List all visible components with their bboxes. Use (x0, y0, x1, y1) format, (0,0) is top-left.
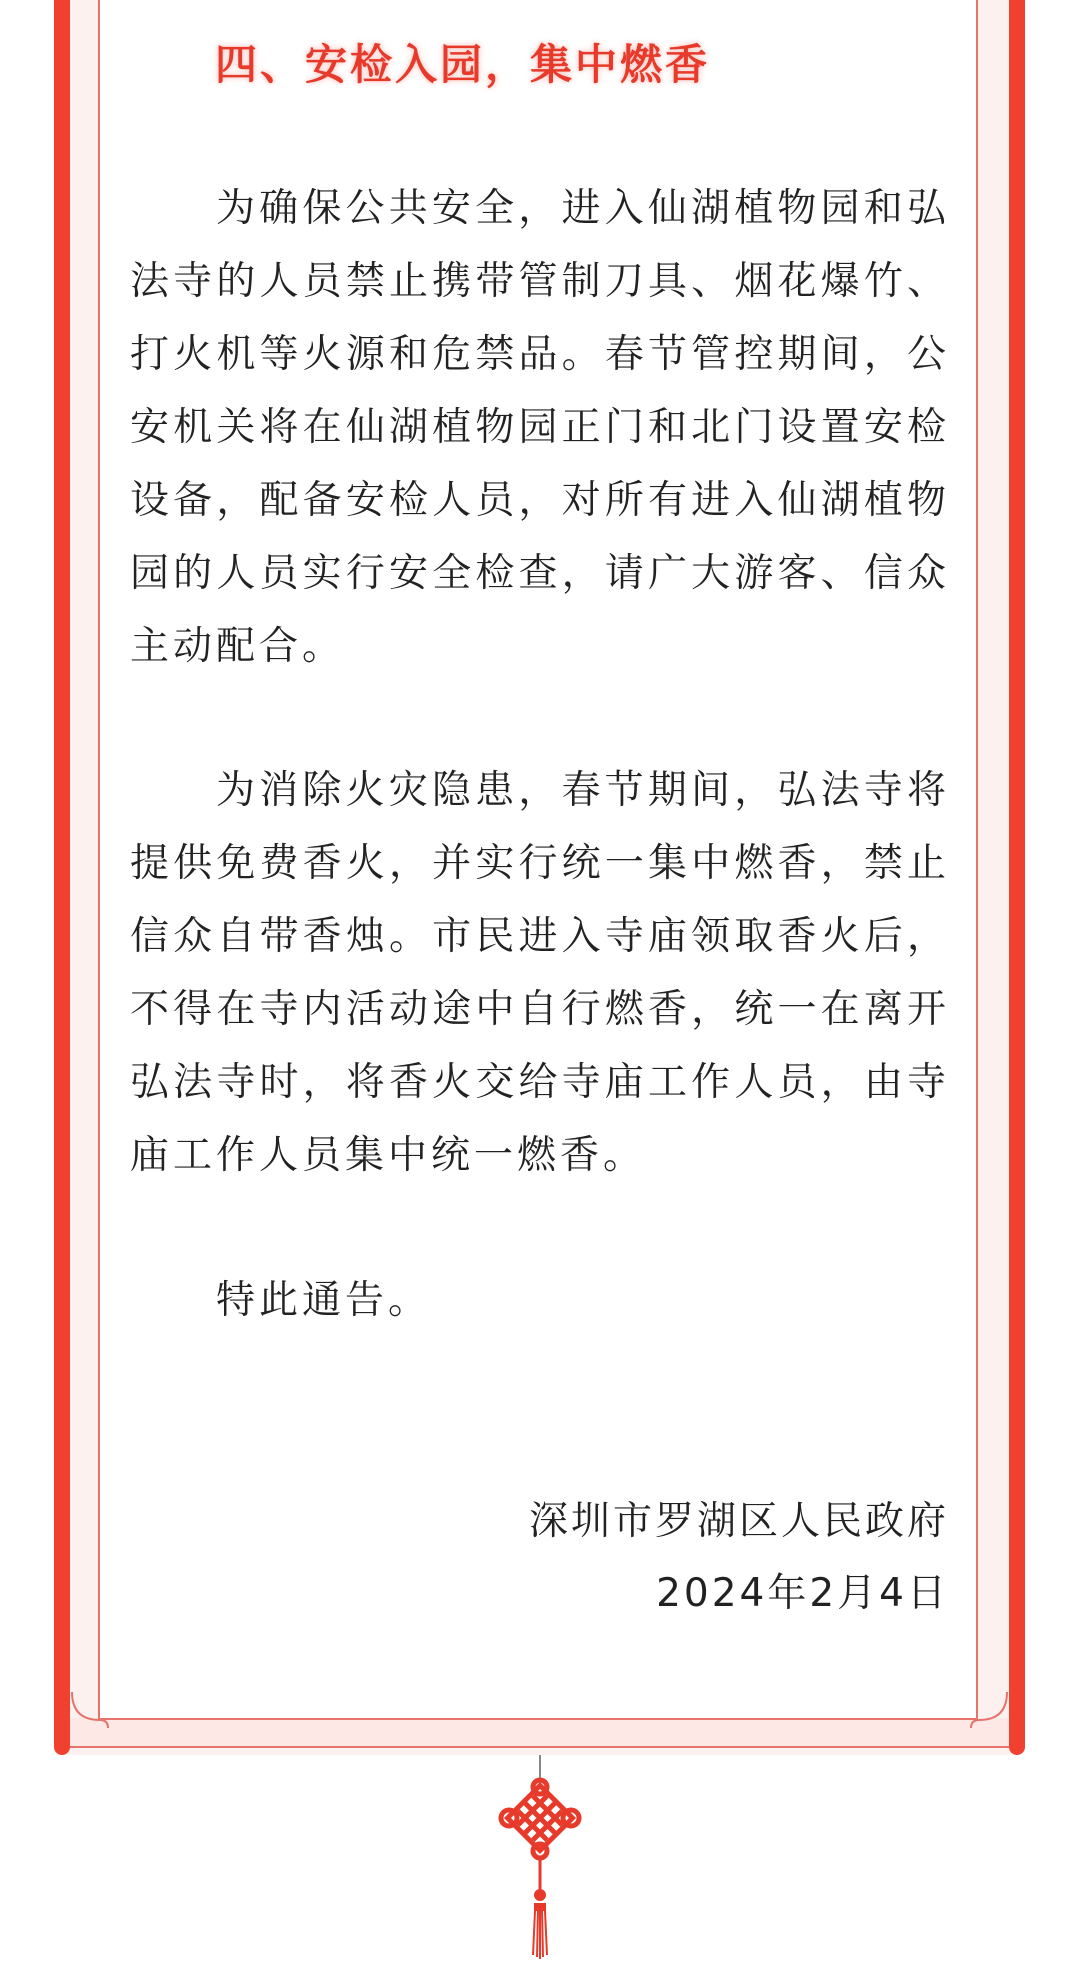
scroll-bottom-band (70, 1718, 1009, 1748)
signature-date: 2024年2月4日 (656, 1571, 949, 1616)
right-scroll-rail (1009, 0, 1025, 1755)
left-scroll-rail (54, 0, 70, 1755)
section-heading: 四、安检入园，集中燃香 (215, 40, 711, 89)
left-corner-ornament-icon (70, 1690, 110, 1730)
paragraph-closing: 特此通告。 (216, 1278, 432, 1323)
right-corner-ornament-icon (969, 1690, 1009, 1730)
paragraph-security-check: 为确保公共安全，进入仙湖植物园和弘法寺的人员禁止携带管制刀具、烟花爆竹、打火机等火源和危禁品。春节管控期间，公安机关将在仙湖植物园正门和北门设置安检设备，配备安检人员，对所有进入仙湖植物园的人员实行安全检查，请广大游客、信众主动配合。 (130, 186, 950, 669)
paragraph-incense: 为消除火灾隐患，春节期间，弘法寺将提供免费香火，并实行统一集中燃香，禁止信众自带香烛。市民进入寺庙领取香火后，不得在寺内活动途中自行燃香，统一在离开弘法寺时，将香火交给寺庙工作人员，由寺庙工作人员集中统一燃香。 (130, 768, 950, 1178)
chinese-knot-icon (495, 1755, 585, 1964)
signature-organization: 深圳市罗湖区人民政府 (528, 1499, 949, 1544)
